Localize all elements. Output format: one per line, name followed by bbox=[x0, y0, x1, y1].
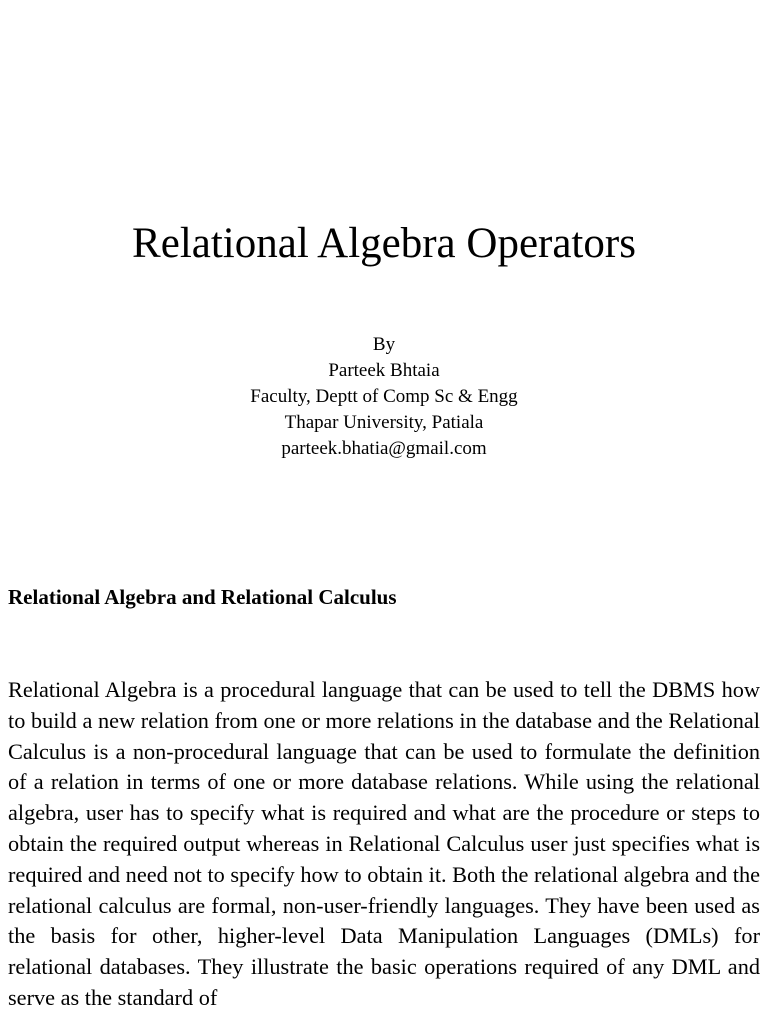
author-name: Parteek Bhtaia bbox=[328, 360, 440, 381]
byline-by: By bbox=[372, 334, 396, 355]
author-email: parteek.bhatia@gmail.com bbox=[281, 438, 487, 459]
section-heading: Relational Algebra and Relational Calculus bbox=[8, 585, 397, 609]
body-paragraph: Relational Algebra is a procedural language that can be used to tell the DBMS how to build a new relation from one or more relations in the database and the Relational Calculus is a non-procedural language that can be used to formulate the definition of a relation in terms of one or more database relations. While using the relational algebra, user has to specify what is required and what are the procedure or steps to obtain the required output whereas in Relational Calculus user just specifies what is required and need not to specify how to obtain it. Both the relational algebra and the relational calculus are formal, non-user-friendly languages. They have been used as the basis for other, higher-level Data Manipulation Languages (DMLs) for relational databases. They illustrate the basic operations required of any DML and serve as the standard of bbox=[8, 677, 760, 1010]
author-affiliation: Faculty, Deptt of Comp Sc & Engg bbox=[250, 386, 518, 407]
document-title: Relational Algebra Operators bbox=[132, 220, 636, 267]
author-institution: Thapar University, Patiala bbox=[284, 412, 484, 433]
byline bbox=[0, 332, 768, 462]
